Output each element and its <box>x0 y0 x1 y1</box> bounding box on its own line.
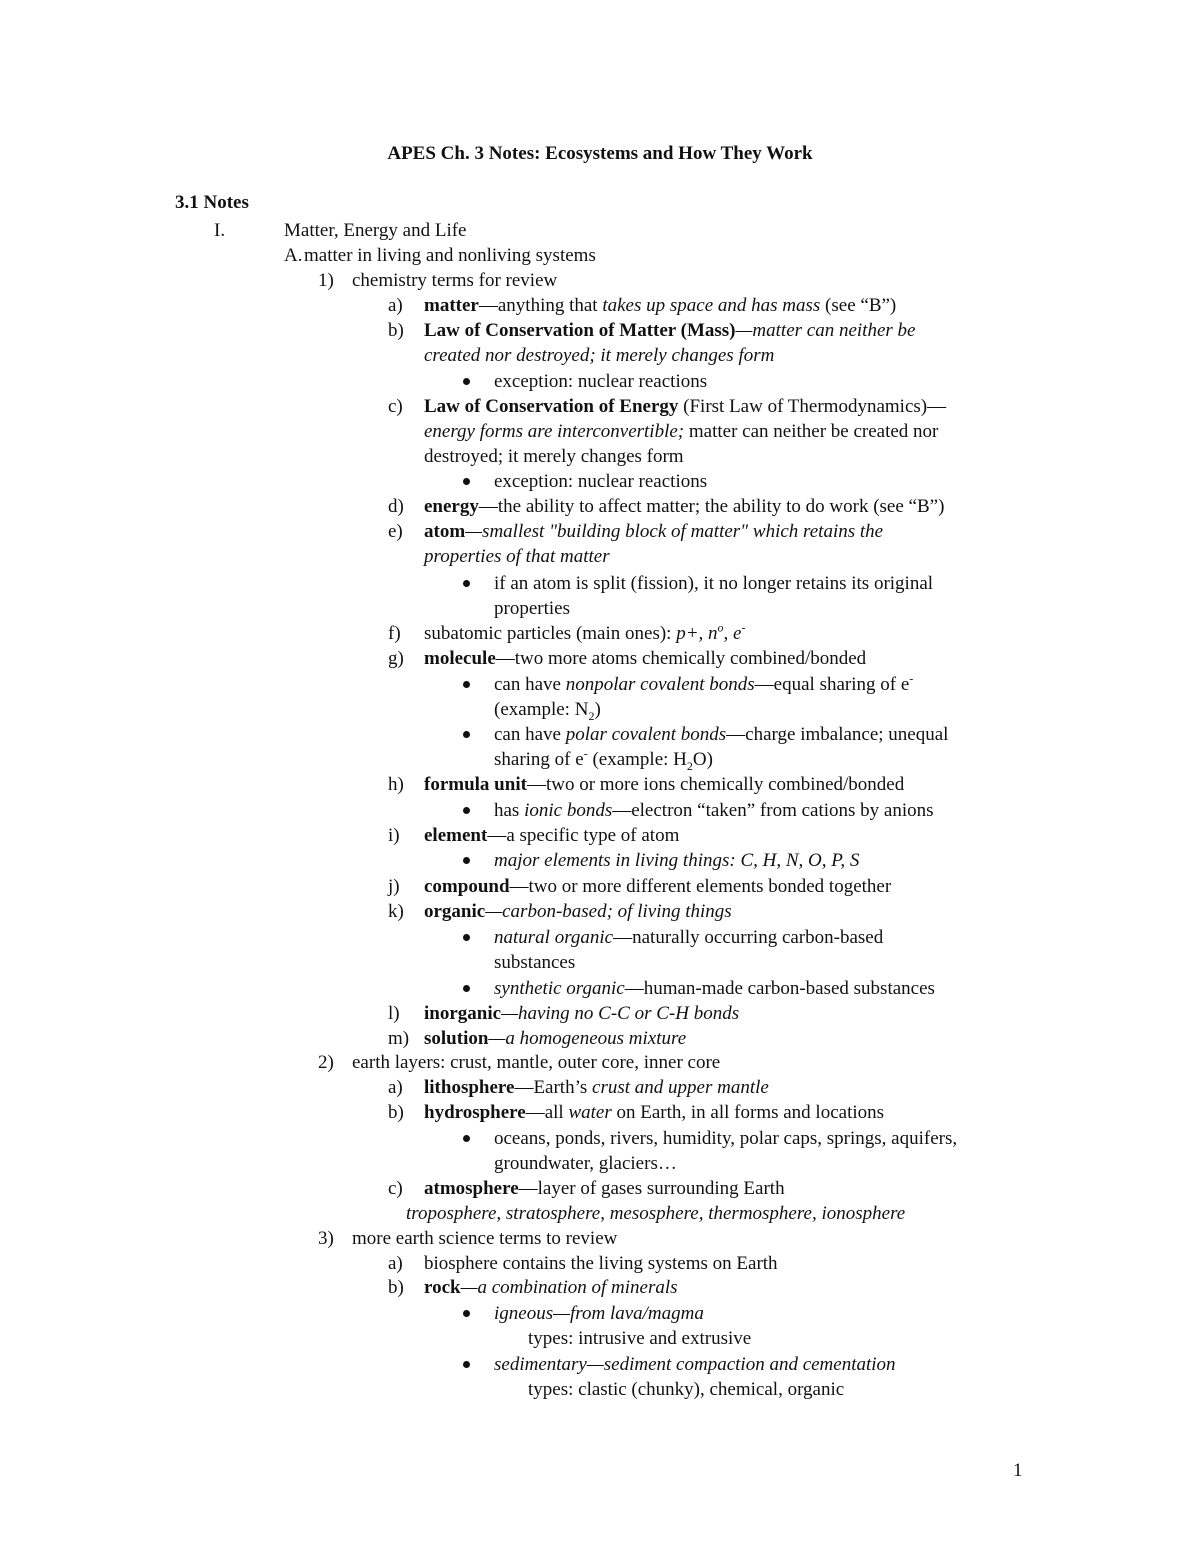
text-segment: nonpolar covalent bonds <box>565 674 755 695</box>
page-title: APES Ch. 3 Notes: Ecosystems and How They Work <box>387 143 813 164</box>
text-segment: , e <box>723 623 742 644</box>
text-segment: Law of Conservation of Matter (Mass) <box>424 320 736 341</box>
bullet-icon <box>463 857 470 864</box>
list-marker: 2) <box>318 1052 334 1073</box>
outline-line <box>424 318 915 343</box>
list-marker: I. <box>214 220 226 241</box>
text-segment: oceans, ponds, rivers, humidity, polar caps, springs, aquifers, <box>494 1128 958 1149</box>
bullet-icon <box>463 580 470 587</box>
text-segment: —the ability to affect matter; the ability to do work (see “B”) <box>478 496 945 517</box>
bullet-icon <box>463 1310 470 1317</box>
outline-line <box>424 1075 769 1100</box>
outline-line <box>528 1377 844 1402</box>
text-segment: on Earth, in all forms and locations <box>611 1102 885 1123</box>
text-segment: Matter, Energy and Life <box>284 220 467 241</box>
outline-line <box>424 1176 785 1201</box>
bullet-icon <box>463 807 470 814</box>
list-marker: d) <box>388 496 404 517</box>
bullet-icon <box>463 478 470 485</box>
text-segment: —two or more ions chemically combined/bonded <box>526 774 905 795</box>
text-segment: created nor destroyed; it merely changes form <box>424 345 775 366</box>
text-segment: —layer of gases surrounding Earth <box>518 1178 785 1199</box>
outline-line <box>424 1026 686 1051</box>
outline-line <box>424 343 774 368</box>
text-segment: —electron “taken” from cations by anions <box>612 800 934 821</box>
text-segment: (see “B”) <box>820 295 897 316</box>
text-segment: compound <box>424 876 510 897</box>
text-segment: inorganic <box>424 1003 502 1024</box>
text-segment: —naturally occurring carbon-based <box>613 927 884 948</box>
list-marker: 3) <box>318 1228 334 1249</box>
list-marker: c) <box>388 396 403 417</box>
text-segment: takes up space and has mass <box>602 295 821 316</box>
text-segment: (example: H <box>587 749 687 770</box>
text-segment: synthetic organic <box>494 978 625 999</box>
text-segment: atom <box>424 521 466 542</box>
text-segment: more earth science terms to review <box>352 1228 618 1249</box>
text-segment: matter in living and nonliving systems <box>304 245 596 266</box>
bullet-icon <box>463 985 470 992</box>
outline-line <box>352 1226 617 1251</box>
text-segment: subatomic particles (main ones): <box>424 623 677 644</box>
text-segment: atmosphere <box>424 1178 519 1199</box>
text-segment: —a homogeneous mixture <box>488 1028 687 1049</box>
outline-line <box>424 646 866 671</box>
list-marker: i) <box>388 825 400 846</box>
text-segment: matter can neither be created nor <box>684 421 939 442</box>
outline-line <box>304 243 596 268</box>
text-segment: —Earth’s <box>514 1077 593 1098</box>
text-segment: has <box>494 800 525 821</box>
text-segment: - <box>583 746 588 761</box>
text-segment: ) <box>594 699 601 720</box>
outline-line <box>424 444 684 469</box>
list-marker: A. <box>284 245 303 266</box>
text-segment: troposphere, stratosphere, mesosphere, thermosphere, ionosphere <box>406 1203 906 1224</box>
list-marker: b) <box>388 320 404 341</box>
text-segment: —all <box>525 1102 569 1123</box>
list-marker: g) <box>388 648 404 669</box>
text-segment: exception: nuclear reactions <box>494 371 708 392</box>
list-marker: a) <box>388 1253 403 1274</box>
outline-line <box>494 1352 896 1377</box>
text-segment: —a combination of minerals <box>460 1277 678 1298</box>
list-marker: l) <box>388 1003 400 1024</box>
outline-line <box>494 571 933 596</box>
text-segment: exception: nuclear reactions <box>494 471 708 492</box>
outline-line <box>424 419 938 444</box>
outline-line <box>424 621 745 646</box>
text-segment: (First Law of Thermodynamics)— <box>678 396 947 417</box>
outline-line <box>494 1151 677 1176</box>
text-segment: matter <box>424 295 479 316</box>
outline-line <box>494 798 934 823</box>
text-segment: chemistry terms for review <box>352 270 558 291</box>
outline-line <box>494 1126 957 1151</box>
text-segment: element <box>424 825 488 846</box>
list-marker: a) <box>388 295 403 316</box>
text-segment: —two or more different elements bonded together <box>509 876 892 897</box>
list-marker: b) <box>388 1102 404 1123</box>
outline-line <box>424 494 944 519</box>
text-segment: (example: N <box>494 699 589 720</box>
outline-line <box>424 874 891 899</box>
list-marker: k) <box>388 901 404 922</box>
outline-line <box>424 772 904 797</box>
text-segment: properties <box>494 598 570 619</box>
outline-line <box>424 823 679 848</box>
outline-line <box>494 925 883 950</box>
page-number: 1 <box>1013 1460 1023 1481</box>
outline-line <box>494 722 948 747</box>
text-segment: ionic bonds <box>524 800 613 821</box>
text-segment: —smallest "building block of matter" which retains the <box>465 521 884 542</box>
list-marker: h) <box>388 774 404 795</box>
outline-line <box>494 672 913 697</box>
outline-line <box>424 1251 778 1276</box>
list-marker: c) <box>388 1178 403 1199</box>
outline-line <box>494 848 859 873</box>
text-segment: p+, n <box>676 623 718 644</box>
outline-line <box>494 1301 704 1326</box>
text-segment: rock <box>424 1277 461 1298</box>
text-segment: destroyed; it merely changes form <box>424 446 684 467</box>
list-marker: b) <box>388 1277 404 1298</box>
text-segment: o <box>717 620 724 635</box>
text-segment: if an atom is split (fission), it no longer retains its original <box>494 573 934 594</box>
text-segment: lithosphere <box>424 1077 515 1098</box>
list-marker: f) <box>388 623 401 644</box>
bullet-icon <box>463 681 470 688</box>
list-marker: m) <box>388 1028 410 1049</box>
text-segment: Law of Conservation of Energy <box>424 396 679 417</box>
outline-line <box>406 1201 905 1226</box>
outline-line <box>494 950 575 975</box>
text-segment: —a specific type of atom <box>487 825 680 846</box>
outline-line <box>424 1001 739 1026</box>
outline-line <box>494 369 707 394</box>
text-segment: crust and upper mantle <box>592 1077 769 1098</box>
outline-line <box>352 268 557 293</box>
text-segment: igneous—from lava/magma <box>494 1303 704 1324</box>
outline-line <box>424 899 732 924</box>
text-segment: biosphere contains the living systems on Earth <box>424 1253 778 1274</box>
list-marker: 1) <box>318 270 334 291</box>
bullet-icon <box>463 378 470 385</box>
text-segment: —anything that <box>478 295 603 316</box>
list-marker: j) <box>388 876 400 897</box>
text-segment: —equal sharing of e <box>754 674 910 695</box>
outline-line <box>494 469 707 494</box>
text-segment: hydrosphere <box>424 1102 526 1123</box>
list-marker: e) <box>388 521 403 542</box>
text-segment: O) <box>692 749 713 770</box>
text-segment: —human-made carbon-based substances <box>624 978 935 999</box>
text-segment: —charge imbalance; unequal <box>726 724 949 745</box>
text-segment: can have <box>494 724 566 745</box>
outline-line <box>494 976 935 1001</box>
text-segment: water <box>568 1102 612 1123</box>
text-segment: - <box>741 620 746 635</box>
text-segment: major elements in living things: C, H, N, O, P, S <box>494 850 860 871</box>
text-segment: types: intrusive and extrusive <box>528 1328 752 1349</box>
text-segment: energy forms are interconvertible; <box>424 421 685 442</box>
text-segment: —having no C-C or C-H bonds <box>501 1003 740 1024</box>
outline-line <box>424 1275 678 1300</box>
outline-line <box>284 218 467 243</box>
text-segment: substances <box>494 952 576 973</box>
text-segment: natural organic <box>494 927 614 948</box>
bullet-icon <box>463 1361 470 1368</box>
outline-line <box>494 697 601 722</box>
bullet-icon <box>463 934 470 941</box>
text-segment: groundwater, glaciers… <box>494 1153 677 1174</box>
text-segment: formula unit <box>424 774 527 795</box>
text-segment: types: clastic (chunky), chemical, organic <box>528 1379 845 1400</box>
section-heading: 3.1 Notes <box>175 192 249 213</box>
text-segment: molecule <box>424 648 496 669</box>
text-segment: 2 <box>588 708 595 723</box>
text-segment: solution <box>424 1028 489 1049</box>
bullet-icon <box>463 731 470 738</box>
text-segment: - <box>909 671 914 686</box>
outline-line <box>494 747 713 772</box>
outline-line <box>424 519 883 544</box>
text-segment: 2 <box>686 758 693 773</box>
text-segment: sharing of e <box>494 749 584 770</box>
text-segment: —two more atoms chemically combined/bonded <box>495 648 867 669</box>
text-segment: energy <box>424 496 479 517</box>
text-segment: earth layers: crust, mantle, outer core, inner core <box>352 1052 721 1073</box>
text-segment: —carbon-based; of living things <box>485 901 732 922</box>
text-segment: —matter can neither be <box>735 320 916 341</box>
list-marker: a) <box>388 1077 403 1098</box>
text-segment: sedimentary—sediment compaction and cementation <box>494 1354 896 1375</box>
outline-line <box>528 1326 751 1351</box>
bullet-icon <box>463 1135 470 1142</box>
text-segment: can have <box>494 674 566 695</box>
outline-line <box>424 394 946 419</box>
text-segment: polar covalent bonds <box>565 724 727 745</box>
outline-line <box>494 596 570 621</box>
text-segment: properties of that matter <box>424 546 610 567</box>
text-segment: organic <box>424 901 486 922</box>
outline-line <box>424 544 610 569</box>
outline-line <box>424 293 896 318</box>
outline-line <box>424 1100 884 1125</box>
outline-line <box>352 1050 720 1075</box>
